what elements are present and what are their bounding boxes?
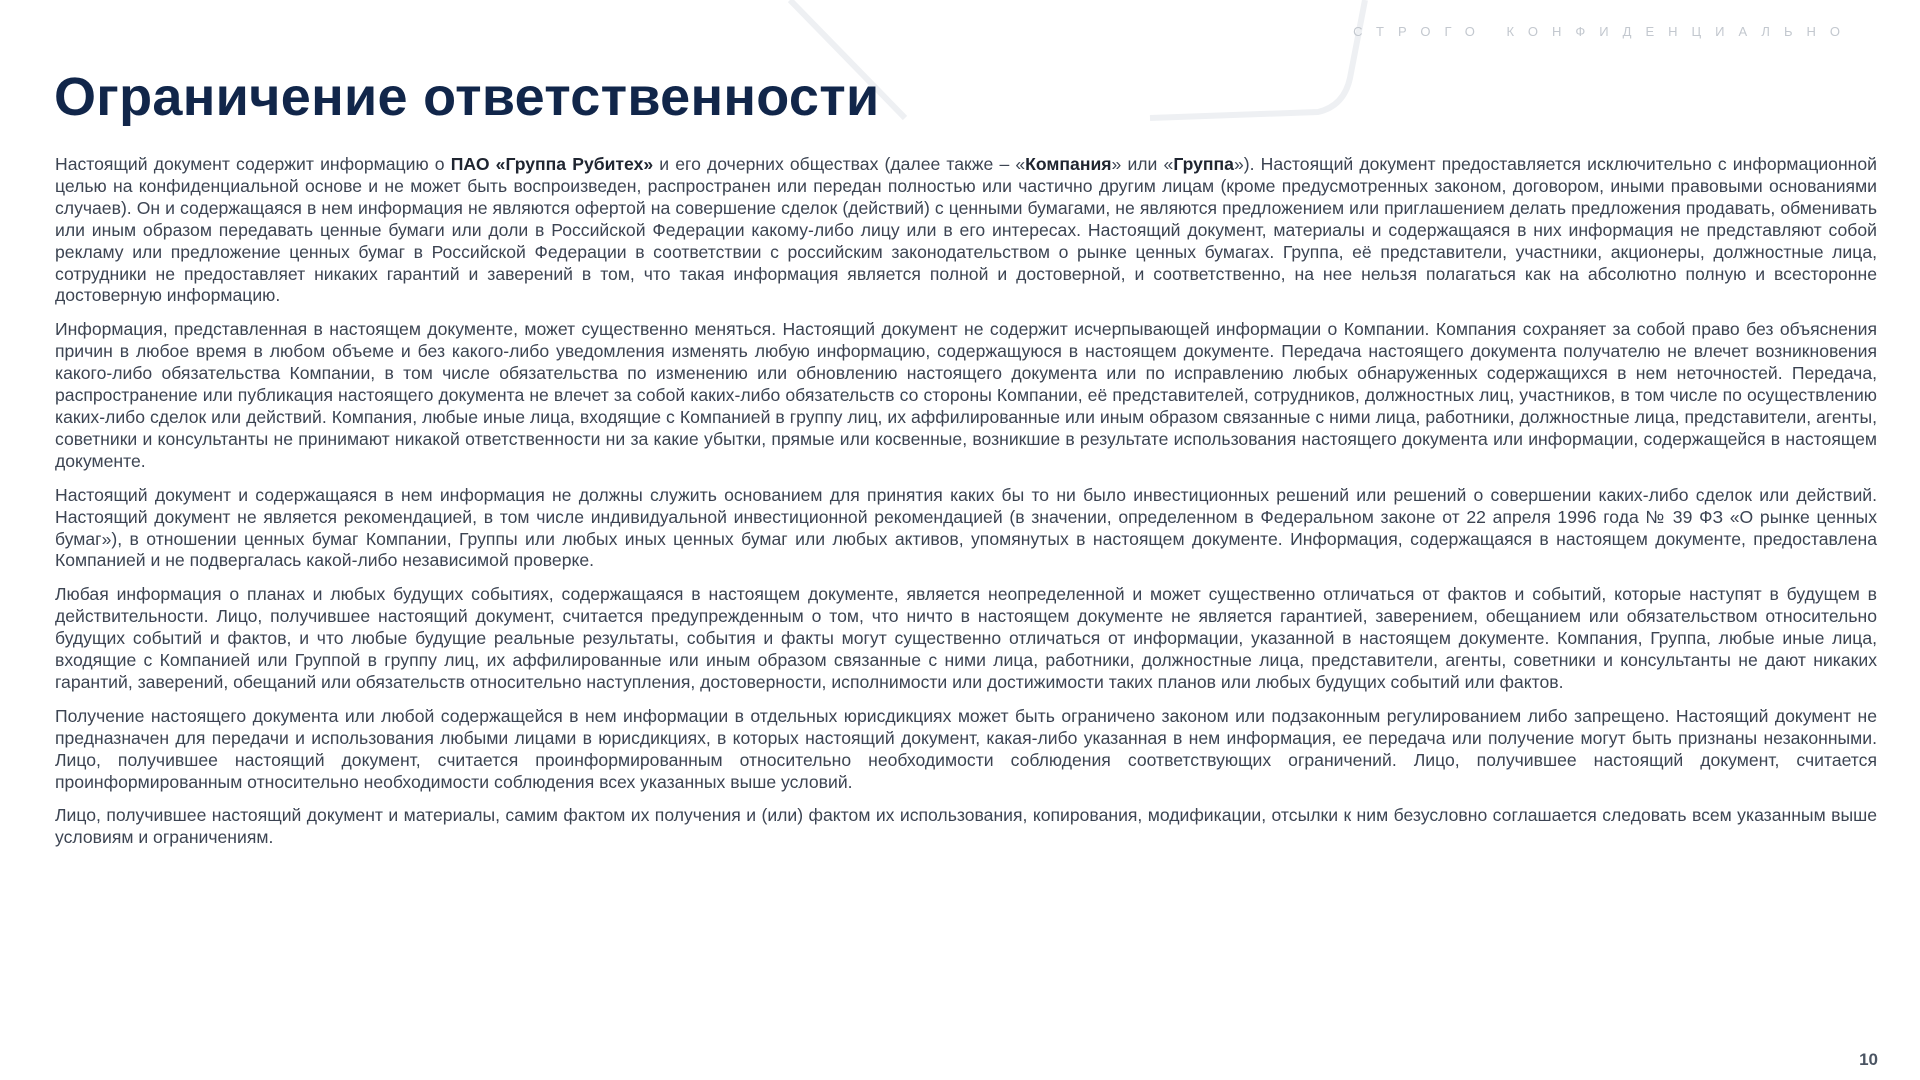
disclaimer-body xyxy=(55,154,1877,861)
company-short-name: Компания xyxy=(1025,154,1112,174)
page-title: Ограничение ответственности xyxy=(54,67,880,127)
confidential-label: СТРОГО КОНФИДЕНЦИАЛЬНО xyxy=(1353,24,1854,39)
company-full-name: ПАО «Группа Рубитех» xyxy=(450,154,654,174)
disclaimer-paragraph-1 xyxy=(55,154,1877,307)
paragraph-1-text-b: и его дочерних обществах (далее также – « xyxy=(653,154,1026,174)
page-number: 10 xyxy=(1859,1050,1878,1069)
disclaimer-paragraph-2: Информация, представленная в настоящем документе, может существенно меняться. Настоящий документ не содержит исчерпывающей информации о Компании. Компания сохраняет за собой право без объяснения причин в любое время в любом объеме и без какого-либо уведомления изменять любую информацию, содержащуюся в настоящем документе. Передача настоящего документа получателю не влечет возникновения какого-либо обязательства Компании, в том числе обязательства по изменению или обновлению настоящего документа или по исправлению любых обнаруженных содержащихся в нем неточностей. Передача, распространение или публикация настоящего документа не влечет за собой каких-либо обязательств со стороны Компании, её представителей, сотрудников, должностных лиц, участников, в том числе по осуществлению каких-либо сделок или действий. Компания, любые иные лица, входящие с Компанией в группу лиц, их аффилированные или иным образом связанные с ними лица, работники, должностные лица, представители, агенты, советники и консультанты не принимают никакой ответственности ни за какие убытки, прямые или косвенные, возникшие в результате использования настоящего документа или информации, содержащейся в настоящем документе. xyxy=(55,319,1877,471)
paragraph-1-text-a: Настоящий документ содержит информацию о xyxy=(55,154,451,174)
disclaimer-paragraph-5: Получение настоящего документа или любой содержащейся в нем информации в отдельных юрисдикциях может быть ограничено законом или подзаконным регулированием либо запрещено. Настоящий документ не предназначен для передачи и использования любыми лицами в юрисдикциях, в которых настоящий документ, какая-либо указанная в нем информация, ее передача или получение могут быть признаны незаконными. Лицо, получившее настоящий документ, считается проинформированным относительно необходимости соблюдения соответствующих ограничений. Лицо, получившее настоящий документ, считается проинформированным относительно необходимости соблюдения всех указанных выше условий. xyxy=(55,705,1877,792)
disclaimer-paragraph-6: Лицо, получившее настоящий документ и материалы, самим фактом их получения и (или) фактом их использования, копирования, модификации, отсылки к ним безусловно соглашается следовать всем указанным выше условиям и ограничениям. xyxy=(55,805,1877,848)
disclaimer-paragraph-4: Любая информация о планах и любых будущих событиях, содержащаяся в настоящем документе, является неопределенной и может существенно отличаться от фактов и событий, которые наступят в будущем в действительности. Лицо, получившее настоящий документ, считается предупрежденным о том, что ничто в настоящем документе не является гарантией, заверением, обещанием или обязательством относительно будущих событий и фактов, и что любые будущие реальные результаты, события и факты могут существенно отличаться от информации, указанной в настоящем документе. Компания, Группа, любые иные лица, входящие с Компанией или Группой в группу лиц, их аффилированные или иным образом связанные с ними лица, работники, должностные лица, представители, агенты, советники и консультанты не дают никаких гарантий, заверений, обещаний или обязательств относительно наступления, достоверности, исполнимости или достижимости таких планов или любых будущих событий или фактов. xyxy=(55,584,1877,692)
group-short-name: Группа xyxy=(1173,154,1234,174)
paragraph-1-text-c: » или « xyxy=(1111,154,1174,174)
disclaimer-paragraph-3: Настоящий документ и содержащаяся в нем информация не должны служить основанием для принятия каких бы то ни было инвестиционных решений или решений о совершении каких-либо сделок или действий. Настоящий документ не является рекомендацией, в том числе индивидуальной инвестиционной рекомендацией (в значении, определенном в Федеральном законе от 22 апреля 1996 года № 39 ФЗ «О рынке ценных бумаг»), в отношении ценных бумаг Компании, Группы или любых иных ценных бумаг или любых активов, упомянутых в настоящем документе. Информация, содержащаяся в настоящем документе, предоставлена Компанией и не подвергалась какой-либо независимой проверке. xyxy=(55,484,1877,571)
paragraph-1-text-d: »). Настоящий документ предоставляется исключительно с информационной целью на конфиденциальной основе и не может быть воспроизведен, распространен или передан полностью или частично другим лицам (кроме предусмотренных законом, договором, иными правовыми основаниями случаев). Он и содержащаяся в нем информация не являются офертой на совершение сделок (действий) с ценными бумагами, не являются предложением или приглашением делать предложения продавать, обменивать или иным образом передавать ценные бумаги или доли в Российской Федерации какому-либо лицу или в его интересах. Настоящий документ, материалы и содержащаяся в них информация не представляют собой рекламу или предложение ценных бумаг в Российской Федерации в соответствии с российским законодательством о рынке ценных бумагах. Группа, её представители, участники, акционеры, должностные лица, сотрудники не предоставляет никаких гарантий и заверений в том, что такая информация является полной и достоверной, и соответственно, на нее нельзя полагаться как на абсолютно полную и всесторонне достоверную информацию. xyxy=(55,154,1878,306)
